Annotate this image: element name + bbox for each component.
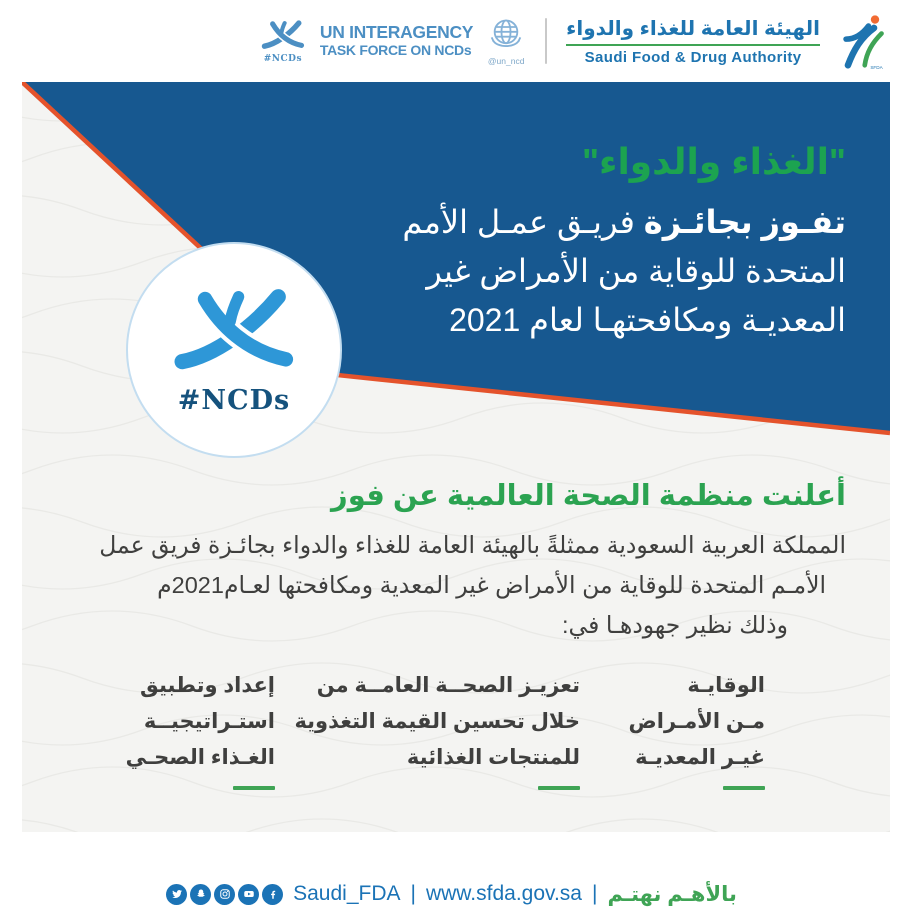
un-globe-icon (486, 16, 526, 56)
achievement-line: للمنتجات الغذائية (406, 746, 580, 769)
footer-handle: Saudi_FDA (293, 882, 401, 905)
instagram-icon (214, 884, 235, 905)
badge-hashtag-label: #NCDs (177, 384, 291, 416)
announcement-body-line3: وذلك نظير جهودهـا في: (562, 612, 788, 638)
announcement-body-line2: الأمـم المتحدة للوقاية من الأمراض غير المعدية ومكافحتها لعـام2021م (157, 572, 826, 598)
untf-title-line2: TASK FORCE ON NCDs (319, 41, 472, 58)
ncds-x-icon (261, 19, 305, 53)
achievement-line: إعداد وتطبيق (140, 674, 275, 697)
untf-title (320, 23, 473, 58)
social-icons (166, 884, 283, 905)
ncds-x-icon-large (173, 285, 295, 381)
achievement-line: الوقايـة (687, 674, 765, 697)
banner-text-block (402, 142, 846, 345)
achievement-public-health (294, 668, 580, 790)
snapchat-icon (190, 884, 211, 905)
green-underline (233, 786, 275, 790)
header (0, 0, 903, 82)
footer-slogan: بالأهـم نهتـم (607, 882, 737, 906)
achievement-strategy (126, 668, 275, 790)
facebook-icon (262, 884, 283, 905)
announcement-body-line1: المملكة العربية السعودية ممثلةً بالهيئة العامة للغذاء والدواء بجائـزة فريق عمل (99, 532, 846, 558)
green-underline (538, 786, 580, 790)
green-underline (723, 786, 765, 790)
banner-quote-line: "الغذاء والدواء" (581, 141, 846, 182)
announcement-heading: أعلنت منظمة الصحة العالمية عن فوز (331, 480, 846, 512)
sfda-logo-icon (833, 10, 889, 72)
sfda-name-english: Saudi Food & Drug Authority (584, 49, 802, 66)
banner-line2-bold: تفـوز بجائـزة (643, 203, 846, 240)
sfda-title (566, 16, 820, 66)
banner-line-3: المتحدة للوقاية من الأمراض غير (426, 252, 846, 289)
achievement-line: غيـر المعديـة (635, 746, 765, 769)
un-handle-label: @un_ncd (487, 56, 525, 66)
achievement-line: تعزيـز الصحــة العامــة من (316, 674, 580, 697)
footer-website: www.sfda.gov.sa (425, 882, 582, 905)
untf-hashtag-label: #NCDs (263, 53, 303, 64)
sfda-logo-text: SFDA (870, 65, 883, 70)
twitter-icon (166, 884, 187, 905)
ncds-circle-badge (126, 242, 342, 458)
achievement-line: استـراتيجيــة (143, 710, 275, 733)
achievement-prevention (629, 668, 765, 790)
untf-title-line1: UN INTERAGENCY (319, 22, 474, 43)
main-card (22, 82, 890, 832)
banner-line2-rest: فريـق عمـل الأمم (402, 203, 644, 240)
achievement-line: الغـذاء الصحـي (125, 746, 275, 769)
footer-separator: | (591, 882, 598, 905)
achievement-line: مـن الأمـراض (628, 710, 765, 733)
banner-line-4: المعديـة ومكافحتهـا لعام 2021 (449, 301, 846, 338)
banner-line-2 (402, 198, 846, 247)
achievement-line: خلال تحسين القيمة التغذوية (294, 710, 580, 733)
youtube-icon (238, 884, 259, 905)
footer-separator: | (410, 882, 416, 905)
sfda-name-arabic: الهيئة العامة للغذاء والدواء (566, 16, 820, 46)
un-emblem (486, 16, 526, 66)
footer (0, 874, 903, 914)
untf-logo (259, 19, 307, 64)
header-divider (545, 18, 547, 64)
